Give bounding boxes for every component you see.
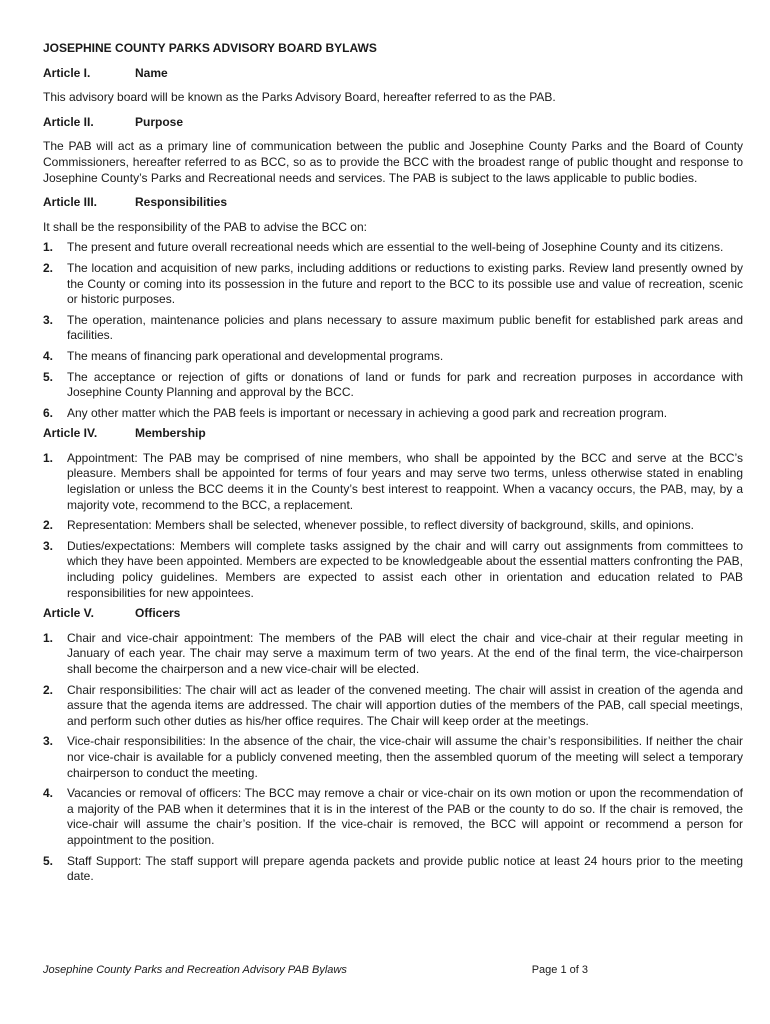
list-item <box>43 349 743 365</box>
list-item <box>43 406 743 422</box>
list-item <box>43 734 743 781</box>
item-text: The operation, maintenance policies and plans necessary to assure maximum public benefit for established park areas and facilities. <box>67 312 743 343</box>
item-number: 2. <box>43 260 54 275</box>
list-item <box>43 518 743 534</box>
article-number: Article I. <box>43 65 91 80</box>
item-text: Any other matter which the PAB feels is important or necessary in achieving a good park and recreation program. <box>67 405 668 420</box>
list-item <box>43 313 743 344</box>
item-text: The location and acquisition of new parks, including additions or reductions to existing parks. Review land presently owned by the County or coming into its possession in the future and report to the BCC to its possible use and value of recreation, scenic or historic purposes. <box>67 260 743 307</box>
article-title: Membership <box>135 426 206 441</box>
item-number: 2. <box>43 682 54 697</box>
item-number: 1. <box>43 450 54 465</box>
footer-document-name: Josephine County Parks and Recreation Advisory PAB Bylaws <box>43 964 347 976</box>
article-2-body: The PAB will act as a primary line of communication between the public and Josephine County Parks and the Board of County Commissioners, hereafter referred to as BCC, so as to provide the BCC with the broadest range of public thought and response to Josephine County’s Parks and Recreational needs and services. The PAB is subject to the laws applicable to public bodies. <box>43 139 743 185</box>
article-number: Article III. <box>43 195 98 210</box>
item-number: 3. <box>43 734 54 749</box>
item-text: Appointment: The PAB may be comprised of nine members, who shall be appointed by the BCC and serve at the BCC’s pleasure. Members shall be appointed for terms of four years and may serve two terms, unless otherwise stated in enabling legislation or unless the BCC deems it in the County’s best interest to reappoint. When a vacancy occurs, the PAB, may, by a majority vote, recommend to the BCC, a replacement. <box>67 450 743 512</box>
article-3-intro: It shall be the responsibility of the PAB to advise the BCC on: <box>43 219 367 234</box>
item-number: 2. <box>43 518 54 533</box>
article-2-heading <box>43 115 743 131</box>
article-4-list <box>43 451 743 601</box>
item-number: 3. <box>43 312 54 327</box>
item-text: Chair and vice-chair appointment: The members of the PAB will elect the chair and vice-chair at their regular meeting in January of each year. The chair may serve a maximum term of two years. At the end of the final term, the vice-chairperson shall become the chairperson and a new vice-chair will be elected. <box>67 630 743 676</box>
item-number: 5. <box>43 369 54 384</box>
article-5-heading <box>43 606 743 622</box>
list-item <box>43 631 743 678</box>
article-3-heading <box>43 195 743 211</box>
article-4-heading <box>43 426 743 442</box>
list-item <box>43 854 743 885</box>
article-number: Article V. <box>43 606 94 621</box>
item-number: 3. <box>43 538 54 553</box>
document-body <box>43 41 743 890</box>
article-1-body: This advisory board will be known as the Parks Advisory Board, hereafter referred to as the PAB. <box>43 90 556 105</box>
item-text: Representation: Members shall be selected, whenever possible, to reflect diversity of background, skills, and opinions. <box>67 518 694 533</box>
page-footer <box>43 963 588 979</box>
item-text: The means of financing park operational and developmental programs. <box>67 348 444 363</box>
list-item <box>43 240 743 256</box>
item-text: Staff Support: The staff support will prepare agenda packets and provide public notice at least 24 hours prior to the meeting date. <box>67 853 743 884</box>
article-title: Name <box>135 65 168 80</box>
item-text: Duties/expectations: Members will complete tasks assigned by the chair and will carry out assignments from committees to which they have been appointed. Members are expected to be knowledgeable about the essential matters confronting the PAB, including policy guidelines. Members are expected to assist each other in orientation and education related to PAB responsibilities for new appointees. <box>67 538 743 600</box>
article-number: Article II. <box>43 114 94 129</box>
article-1-heading <box>43 66 743 82</box>
page-number: Page 1 of 3 <box>531 964 588 976</box>
item-number: 5. <box>43 853 54 868</box>
article-title: Purpose <box>135 114 184 129</box>
article-5-list <box>43 631 743 885</box>
article-number: Article IV. <box>43 426 98 441</box>
item-number: 4. <box>43 348 54 363</box>
list-item <box>43 539 743 601</box>
list-item <box>43 370 743 401</box>
item-text: Vice-chair responsibilities: In the absence of the chair, the vice-chair will assume the chair’s responsibilities. If neither the chair nor vice-chair is available for a publicly convened meeting, then the assembled quorum of the meeting will select a temporary chairperson to conduct the meeting. <box>67 734 743 780</box>
article-title: Responsibilities <box>135 195 228 210</box>
item-number: 1. <box>43 240 54 255</box>
item-text: The acceptance or rejection of gifts or donations of land or funds for park and recreation purposes in accordance with Josephine County Planning and approval by the BCC. <box>67 369 743 400</box>
list-item <box>43 786 743 848</box>
article-title: Officers <box>135 606 181 621</box>
list-item <box>43 451 743 513</box>
list-item <box>43 683 743 730</box>
item-number: 4. <box>43 786 54 801</box>
item-number: 1. <box>43 630 54 645</box>
document-title: JOSEPHINE COUNTY PARKS ADVISORY BOARD BYLAWS <box>43 41 377 55</box>
list-item <box>43 261 743 308</box>
item-text: The present and future overall recreational needs which are essential to the well-being of Josephine County and its citizens. <box>67 240 724 255</box>
item-number: 6. <box>43 405 54 420</box>
item-text: Chair responsibilities: The chair will act as leader of the convened meeting. The chair will assist in creation of the agenda and assure that the agenda items are addressed. The chair will apportion duties of the members of the PAB, call special meetings, and perform such other duties as his/her office requires. The Chair will keep order at the meetings. <box>67 682 743 728</box>
item-text: Vacancies or removal of officers: The BCC may remove a chair or vice-chair on its own motion or upon the recommendation of a majority of the PAB when it determines that it is in the interest of the PAB or the county to do so. If the chair is removed, the vice-chair will assume the chair’s position. If the vice-chair is removed, the BCC will appoint or recommend a person for appointment to the position. <box>67 786 743 847</box>
article-3-list <box>43 240 743 421</box>
